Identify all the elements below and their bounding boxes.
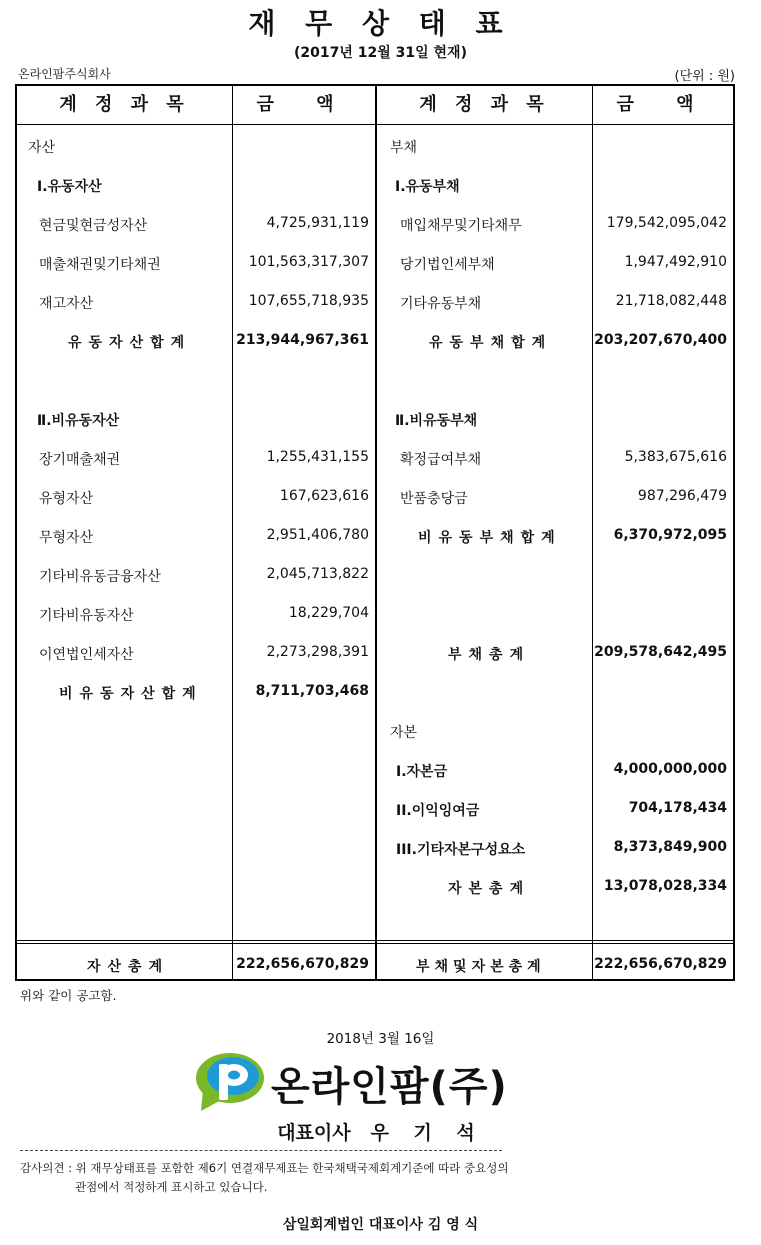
total-rule: [17, 940, 733, 944]
asset-item-label: 재고자산: [39, 296, 94, 312]
total-liabilities: 209,578,642,495: [594, 644, 727, 660]
liability-item-amount: 179,542,095,042: [606, 215, 727, 231]
noncurrent-liabilities-title: Ⅱ.비유동부채: [395, 413, 478, 429]
liabilities-section-label: 부채: [390, 140, 418, 156]
audit-opinion-line2: 관점에서 적정하게 표시하고 있습니다.: [75, 1180, 268, 1194]
header-account-right: 계 정 과 목: [419, 94, 550, 115]
column-divider: [592, 86, 593, 979]
asset-item-amount: 4,725,931,119: [266, 215, 369, 231]
asset-item-label: 현금및현금성자산: [39, 218, 148, 234]
equity-section-label: 자본: [390, 725, 418, 741]
asset-item-amount: 1,255,431,155: [266, 449, 369, 465]
liability-item-label: 반품충당금: [400, 491, 468, 507]
audit-opinion-line1: 감사의견 : 위 재무상태표를 포함한 제6기 연결재무제표는 한국채택국제회계기준에 따라 중요성의: [20, 1161, 509, 1175]
asset-item-amount: 2,951,406,780: [266, 527, 369, 543]
liability-item-label: 당기법인세부채: [400, 257, 495, 273]
equity-item-label: III.기타자본구성요소: [396, 842, 526, 858]
equity-item-amount: 4,000,000,000: [613, 761, 727, 777]
ceo-signature: [0, 1118, 761, 1145]
current-liabilities-total: 203,207,670,400: [594, 332, 727, 348]
asset-item-label: 기타비유동자산: [39, 608, 134, 624]
asset-item-amount: 167,623,616: [279, 488, 369, 504]
current-liabilities-title: Ⅰ.유동부채: [395, 179, 460, 195]
assets-section-label: 자산: [28, 140, 56, 156]
asset-item-amount: 107,655,718,935: [248, 293, 369, 309]
equity-item-amount: 704,178,434: [628, 800, 727, 816]
company-logo: [193, 1051, 553, 1113]
current-assets-total: 213,944,967,361: [236, 332, 369, 348]
liability-item-label: 확정급여부채: [400, 452, 482, 468]
liability-item-amount: 21,718,082,448: [615, 293, 727, 309]
balance-sheet-table: [15, 84, 735, 981]
asset-item-label: 기타비유동금융자산: [39, 569, 161, 585]
ceo-name: 우 기 석: [370, 1122, 484, 1144]
asset-item-amount: 2,045,713,822: [266, 566, 369, 582]
noncurrent-liabilities-total: 6,370,972,095: [613, 527, 727, 543]
current-assets-total-label: 유동자산합계: [68, 335, 192, 351]
asset-item-amount: 101,563,317,307: [248, 254, 369, 270]
logo-text: 온라인팜(주): [271, 1064, 508, 1110]
asset-item-amount: 2,273,298,391: [266, 644, 369, 660]
company-name: 온라인팜주식회사: [18, 67, 111, 81]
document-date: (2017년 12월 31일 현재): [294, 45, 467, 61]
column-divider: [232, 86, 233, 979]
equity-item-amount: 8,373,849,900: [613, 839, 727, 855]
header-amount-left: 금 액: [256, 94, 352, 115]
current-liabilities-total-label: 유동부채합계: [429, 335, 553, 351]
auditor-signature: 삼일회계법인 대표이사 김 영 식: [282, 1217, 479, 1233]
total-liabilities-label: 부채총계: [448, 647, 531, 663]
liability-item-amount: 987,296,479: [637, 488, 727, 504]
total-assets-label: 자산총계: [87, 959, 170, 975]
equity-item-label: II.이익잉여금: [396, 803, 480, 819]
divider-line: [20, 1150, 502, 1151]
asset-item-label: 장기매출채권: [39, 452, 121, 468]
noncurrent-liabilities-total-label: 비유동부채합계: [418, 530, 562, 546]
document-title: 재 무 상 태 표: [248, 7, 513, 40]
liability-item-label: 매입채무및기타채무: [400, 218, 522, 234]
header-account-left: 계 정 과 목: [59, 94, 190, 115]
announcement-date: 2018년 3월 16일: [326, 1031, 435, 1047]
liability-item-amount: 5,383,675,616: [624, 449, 727, 465]
current-assets-title: Ⅰ.유동자산: [37, 179, 102, 195]
total-equity: 13,078,028,334: [603, 878, 727, 894]
announcement-note: 위와 같이 공고함.: [20, 988, 117, 1003]
total-equity-label: 자본총계: [448, 881, 531, 897]
total-assets: 222,656,670,829: [236, 956, 369, 972]
liability-item-label: 기타유동부채: [400, 296, 482, 312]
header-amount-right: 금 액: [616, 94, 712, 115]
center-divider: [375, 86, 377, 979]
logo-mark-icon: [193, 1051, 265, 1113]
ceo-title: 대표이사: [277, 1122, 351, 1144]
unit-label: (단위 : 원): [674, 69, 735, 84]
asset-item-amount: 18,229,704: [288, 605, 369, 621]
noncurrent-assets-total-label: 비유동자산합계: [59, 686, 203, 702]
equity-item-label: I.자본금: [396, 764, 448, 780]
asset-item-label: 이연법인세자산: [39, 647, 134, 663]
noncurrent-assets-total: 8,711,703,468: [255, 683, 369, 699]
liability-item-amount: 1,947,492,910: [624, 254, 727, 270]
noncurrent-assets-title: Ⅱ.비유동자산: [37, 413, 120, 429]
asset-item-label: 매출채권및기타채권: [39, 257, 161, 273]
total-liabilities-equity: 222,656,670,829: [594, 956, 727, 972]
total-liabilities-equity-label: 부채및자본총계: [416, 959, 546, 975]
header-rule: [17, 124, 733, 125]
asset-item-label: 무형자산: [39, 530, 94, 546]
asset-item-label: 유형자산: [39, 491, 94, 507]
